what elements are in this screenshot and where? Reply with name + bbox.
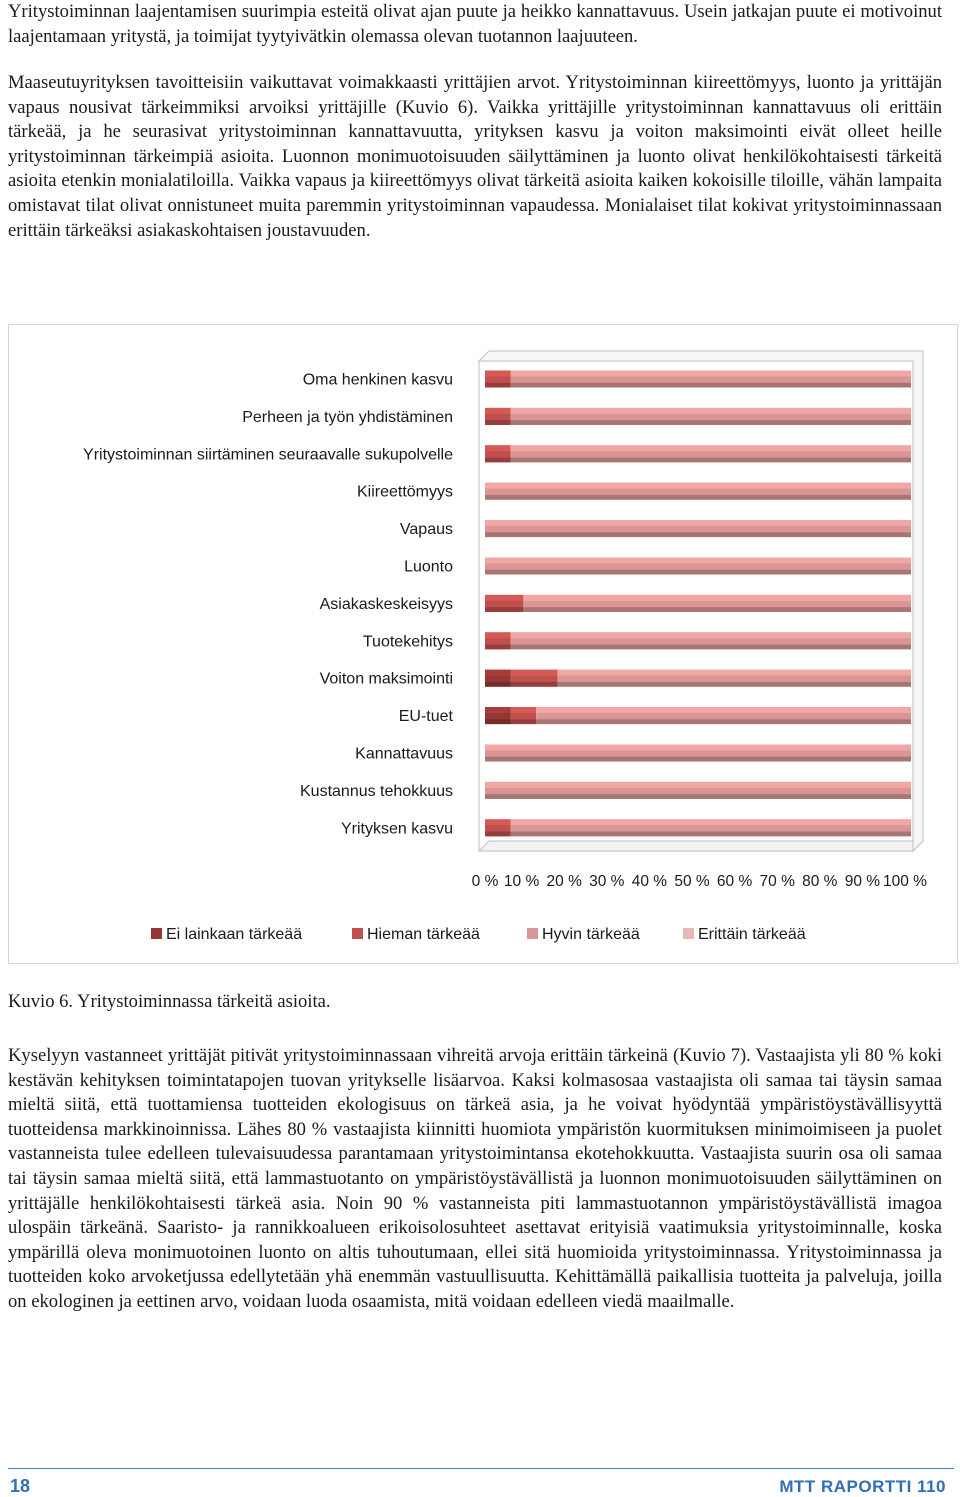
bar-segment [485, 558, 911, 575]
bar-segment [485, 520, 911, 537]
category-label: Vapaus [399, 521, 453, 539]
category-label: Tuotekehitys [362, 633, 453, 651]
x-tick-label: 30 % [589, 873, 625, 890]
bar-segment [485, 782, 911, 799]
x-tick-label: 40 % [631, 873, 668, 890]
legend-item [151, 926, 302, 943]
bar-segment [511, 408, 911, 425]
legend-item [683, 926, 806, 943]
x-tick-label: 10 % [503, 873, 540, 890]
bar-segment [485, 445, 511, 462]
bar-segment [511, 445, 911, 462]
legend-item [527, 926, 640, 943]
bar-segment [511, 632, 911, 649]
x-tick-label: 0 % [471, 873, 499, 890]
bar-segment [557, 670, 911, 687]
legend-swatch [151, 928, 162, 939]
bar-segment [485, 371, 511, 388]
figure-caption: Kuvio 6. Yritystoiminnassa tärkeitä asioita. [8, 991, 331, 1012]
x-tick-label: 20 % [546, 873, 582, 890]
report-series-title: MTT RAPORTTI 110 [779, 1477, 946, 1496]
bar-segment [485, 819, 511, 836]
category-label: EU-tuet [398, 708, 453, 726]
category-label: Yrityksen kasvu [340, 820, 453, 838]
legend-item [352, 926, 480, 943]
paragraph-3: Kyselyyn vastanneet yrittäjät pitivät yritystoiminnassaan vihreitä arvoja erittäin tärkeinä (Kuvio 7). Vastaajista yli 80 % koki kestävän kehityksen toimintatapojen tuovan yritykselle lisäarvoa. Kaksi kolmasosaa vastaajista oli samaa tai täysin samaa mieltä siitä, että tuottamiensa tuotteiden ekologisuus on tärkeä asia, ja he voivat hyödyntää ympäristöystävällisyyttä tuotteidensa markkinoinnissa. Lähes 80 % vastaajista kiinnitti huomiota ympäristön kuormituksen minimoimiseen ja puolet vastanneista tulee edelleen tulevaisuudessa parantamaan yritystoimintansa ekotehokkuutta. Vastaajista suurin osa oli samaa tai täysin samaa mieltä siitä, että lammastuotanto on ympäristöystävällistä ja luonnon monimuotoisuuden säilyttäminen on yrittäjälle henkilökohtaisesti tärkeä asia. Noin 90 % vastanneista piti lammastuotannon ympäristöystävällistä imagoa ulospäin tärkeänä. Saaristo- ja rannikkoalueen erikoisolosuhteet asettavat erityisiä vaatimuksia yritystoiminnalle, koska ympärillä oleva monimuotoinen luonto on altis tuhoutumaan, ellei sitä huomioida yritystoiminnassa. Yritystoiminnassa ja tuotteiden koko arvoketjussa edellytetään yhä enemmän vastuullisuutta. Kehittämällä paikallisia tuotteita ja palveluja, joilla on ekologinen ja eettinen arvo, voidaan luoda osaamista, mitä voidaan edelleen viedä maailmalle. [8, 1045, 942, 1312]
category-label: Kustannus tehokkuus [300, 782, 453, 800]
legend-swatch [683, 928, 694, 939]
category-label: Oma henkinen kasvu [302, 371, 453, 389]
bar-segment [523, 595, 911, 612]
x-tick-label: 60 % [716, 873, 753, 890]
figure-chart [8, 324, 958, 964]
legend-label: Hieman tärkeää [367, 926, 480, 943]
category-label: Asiakaskeskeisyys [319, 595, 453, 613]
legend-label: Ei lainkaan tärkeää [166, 926, 303, 943]
bar-segment [511, 371, 911, 388]
bar-segment [485, 408, 511, 425]
bar-segment [485, 670, 511, 687]
category-label: Kiireettömyys [356, 483, 453, 501]
legend-swatch [527, 928, 538, 939]
bar-segment [511, 819, 911, 836]
x-tick-label: 100 % [883, 873, 927, 890]
bar-segment [485, 595, 523, 612]
bar-segment [485, 707, 511, 724]
plot-floor [479, 841, 923, 851]
paragraph-1: Yritystoiminnan laajentamisen suurimpia esteitä olivat ajan puute ja heikko kannattavuus. Usein jatkajan puute ei motivoinut laajentamaan yritystä, ja toimijat tyytyivätkin olemassa olevan tuotannon laajuuteen. [8, 1, 942, 47]
bar-segment [485, 632, 511, 649]
bar-segment [485, 483, 911, 500]
stacked-bar-chart [9, 325, 957, 963]
legend-swatch [352, 928, 363, 939]
bar-segment [485, 745, 911, 762]
paragraph-2: Maaseutuyrityksen tavoitteisiin vaikuttavat voimakkaasti yrittäjien arvot. Yritystoiminnan kiireettömyys, luonto ja yrittäjän vapaus nousivat tärkeimmiksi arvoiksi yrittäjille (Kuvio 6). Vaikka yrittäjille yritystoiminnan kannattavuus oli erittäin tärkeää, ja he seurasivat yritystoiminnan kannattavuutta, yrityksen kasvu ja voiton maksimointi eivät olleet heille yritystoiminnan tärkeimpiä asioita. Luonnon monimuotoisuuden säilyttäminen ja luonto olivat henkilökohtaisesti tärkeitä asioita etenkin monialatiloilla. Vaikka vapaus ja kiireettömyys olivat tärkeitä asioita kaiken kokoisille tiloille, vähän lampaita omistavat tilat olivat onnistuneet muita paremmin yritystoiminnan vapaudessa. Monialaiset tilat kokivat yritystoiminnassaan erittäin tärkeäksi asiakaskohtaisen joustavuuden. [8, 72, 942, 241]
bar-segment [511, 670, 558, 687]
category-label: Kannattavuus [355, 745, 453, 763]
x-tick-label: 70 % [759, 873, 795, 890]
page-number: 18 [10, 1476, 31, 1496]
x-tick-label: 90 % [844, 873, 881, 890]
category-label: Luonto [404, 558, 453, 576]
legend-label: Erittäin tärkeää [698, 926, 806, 943]
category-label: Yritystoiminnan siirtäminen seuraavalle sukupolvelle [83, 446, 453, 464]
x-tick-label: 80 % [802, 873, 838, 890]
category-label: Voiton maksimointi [319, 670, 453, 688]
footer-divider [8, 1468, 954, 1469]
legend-label: Hyvin tärkeää [542, 926, 640, 943]
x-tick-label: 50 % [674, 873, 710, 890]
bar-segment [511, 707, 537, 724]
bar-segment [536, 707, 911, 724]
category-label: Perheen ja työn yhdistäminen [242, 408, 453, 426]
